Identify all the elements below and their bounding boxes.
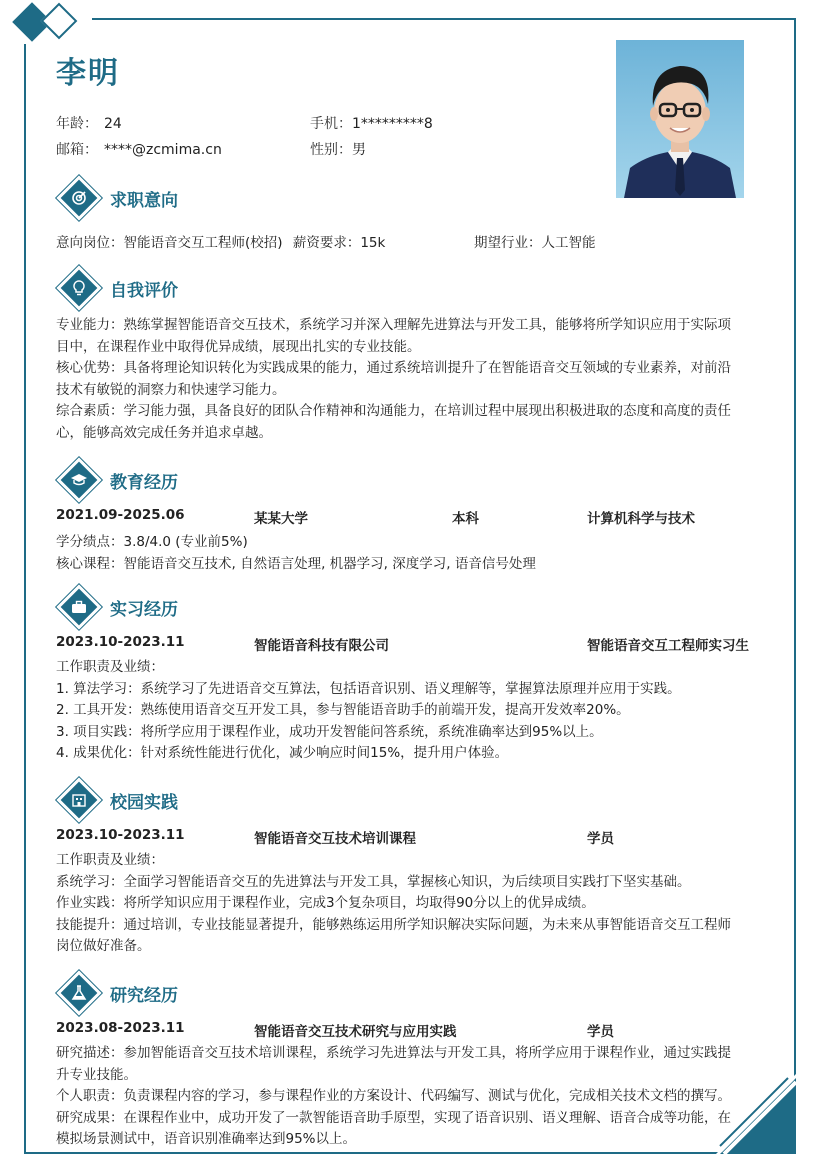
text-line: 1. 算法学习：系统学习了先进语音交互算法，包括语音识别、语义理解等，掌握算法原理并应用于实践。 bbox=[56, 680, 681, 697]
age-row bbox=[56, 113, 122, 133]
section-header-campus bbox=[60, 780, 178, 820]
text-line: 作业实践：将所学知识应用于课程作业，完成3个复杂项目，均取得90分以上的优异成绩。 bbox=[56, 895, 595, 912]
email-row bbox=[56, 139, 222, 159]
text-line: 3. 项目实践：将所学应用于课程作业，成功开发智能问答系统，系统准确率达到95%以上。 bbox=[56, 723, 603, 740]
flask-icon bbox=[60, 974, 98, 1012]
portrait-illustration bbox=[616, 40, 744, 198]
candidate-name: 李明 bbox=[56, 56, 120, 91]
building-icon bbox=[60, 781, 98, 819]
campus-role: 学员 bbox=[587, 831, 614, 847]
text-line: 工作职责及业绩： bbox=[56, 659, 164, 675]
research-summary-row bbox=[56, 1020, 768, 1042]
phone-value: 1*********8 bbox=[352, 116, 433, 132]
bulb-icon bbox=[60, 269, 98, 307]
research-project: 智能语音交互技术研究与应用实践 bbox=[254, 1024, 457, 1040]
section-header-intention bbox=[60, 178, 178, 218]
research-role: 学员 bbox=[587, 1024, 614, 1040]
position-value: 智能语音交互工程师(校招) bbox=[123, 235, 283, 251]
internship-details bbox=[56, 657, 768, 765]
gender-row bbox=[310, 139, 366, 159]
gender-value: 男 bbox=[352, 142, 366, 158]
section-header-education bbox=[60, 460, 178, 500]
section-header-research bbox=[60, 973, 178, 1013]
research-period: 2023.08-2023.11 bbox=[56, 1020, 185, 1036]
text-line: 模拟场景测试中，语音识别准确率达到95%以上。 bbox=[56, 1131, 357, 1148]
text-line: 2. 工具开发：熟练使用语音交互开发工具，参与智能语音助手的前端开发，提高开发效率20%。 bbox=[56, 702, 630, 719]
text-line: 综合素质：学习能力强，具备良好的团队合作精神和沟通能力，在培训过程中展现出积极进取的态度和高度的责任 bbox=[56, 403, 731, 420]
campus-project: 智能语音交互技术培训课程 bbox=[254, 831, 416, 847]
major: 计算机科学与技术 bbox=[587, 511, 695, 527]
courses-line: 核心课程：智能语音交互技术, 自然语言处理, 机器学习, 深度学习, 语音信号处理 bbox=[56, 556, 536, 572]
age-label: 年龄： bbox=[56, 116, 98, 132]
research-details bbox=[56, 1043, 768, 1151]
text-line: 研究成果：在课程作业中，成功开发了一款智能语音助手原型，实现了语音识别、语义理解、语音合成等功能，在 bbox=[56, 1109, 731, 1126]
internship-role: 智能语音交互工程师实习生 bbox=[587, 638, 749, 654]
salary-value: 15k bbox=[360, 235, 386, 251]
age-value: 24 bbox=[104, 116, 122, 132]
text-line: 目中，在课程作业中取得优异成绩，展现出扎实的专业技能。 bbox=[56, 338, 421, 355]
text-line: 工作职责及业绩： bbox=[56, 852, 164, 868]
intention-row bbox=[56, 231, 768, 253]
text-line: 研究描述：参加智能语音交互技术培训课程，系统学习先进算法与开发工具，将所学应用于课程作业，通过实践提 bbox=[56, 1045, 731, 1061]
self-eval-text bbox=[56, 315, 768, 445]
campus-summary-row bbox=[56, 827, 768, 849]
text-line: 核心优势：具备将理论知识转化为实践成果的能力，通过系统培训提升了在智能语音交互领域的专业素养，对前沿 bbox=[56, 360, 731, 377]
text-line: 4. 成果优化：针对系统性能进行优化，减少响应时间15%，提升用户体验。 bbox=[56, 745, 509, 762]
text-line: 个人职责：负责课程内容的学习，参与课程作业的方案设计、代码编写、测试与优化，完成相关技术文档的撰写。 bbox=[56, 1088, 731, 1105]
gender-label: 性别： bbox=[310, 142, 352, 158]
text-line: 系统学习：全面学习智能语音交互的先进算法与开发工具，掌握核心知识，为后续项目实践打下坚实基础。 bbox=[56, 873, 691, 890]
section-title: 求职意向 bbox=[110, 190, 178, 211]
school-name: 某某大学 bbox=[254, 511, 308, 527]
internship-summary-row bbox=[56, 634, 768, 656]
education-summary-row bbox=[56, 507, 768, 529]
email-value: ****@zcmima.cn bbox=[104, 142, 222, 158]
gpa-line: 学分绩点：3.8/4.0 (专业前5%) bbox=[56, 534, 248, 550]
briefcase-icon bbox=[60, 588, 98, 626]
internship-period: 2023.10-2023.11 bbox=[56, 634, 185, 650]
education-period: 2021.09-2025.06 bbox=[56, 507, 185, 523]
text-line: 技术有敏锐的洞察力和快速学习能力。 bbox=[56, 381, 286, 398]
phone-row bbox=[310, 113, 433, 133]
section-title: 自我评价 bbox=[110, 280, 178, 301]
campus-details bbox=[56, 850, 768, 958]
text-line: 专业能力：熟练掌握智能语音交互技术，系统学习并深入理解先进算法与开发工具，能够将所学知识应用于实际项 bbox=[56, 317, 731, 333]
section-title: 教育经历 bbox=[110, 472, 178, 493]
degree: 本科 bbox=[452, 511, 479, 527]
position-label: 意向岗位： bbox=[56, 235, 124, 251]
campus-period: 2023.10-2023.11 bbox=[56, 827, 185, 843]
email-label: 邮箱： bbox=[56, 142, 98, 158]
section-title: 研究经历 bbox=[110, 985, 178, 1006]
section-title: 实习经历 bbox=[110, 599, 178, 620]
industry-label: 期望行业： bbox=[474, 235, 542, 251]
phone-label: 手机： bbox=[310, 116, 352, 132]
industry-field bbox=[474, 231, 596, 251]
section-title: 校园实践 bbox=[110, 792, 178, 813]
target-icon bbox=[60, 179, 98, 217]
graduation-cap-icon bbox=[60, 461, 98, 499]
text-line: 技能提升：通过培训，专业技能显著提升，能够熟练运用所学知识解决实际问题，为未来从事智能语音交互工程师 bbox=[56, 916, 731, 933]
company-name: 智能语音科技有限公司 bbox=[254, 638, 389, 654]
section-header-internship bbox=[60, 587, 178, 627]
text-line: 心，能够高效完成任务并追求卓越。 bbox=[56, 424, 272, 441]
profile-photo bbox=[616, 40, 744, 198]
section-header-self-eval bbox=[60, 268, 178, 308]
text-line: 岗位做好准备。 bbox=[56, 938, 151, 955]
text-line: 升专业技能。 bbox=[56, 1066, 137, 1083]
salary-label: 薪资要求： bbox=[292, 235, 361, 251]
industry-value: 人工智能 bbox=[541, 235, 596, 251]
